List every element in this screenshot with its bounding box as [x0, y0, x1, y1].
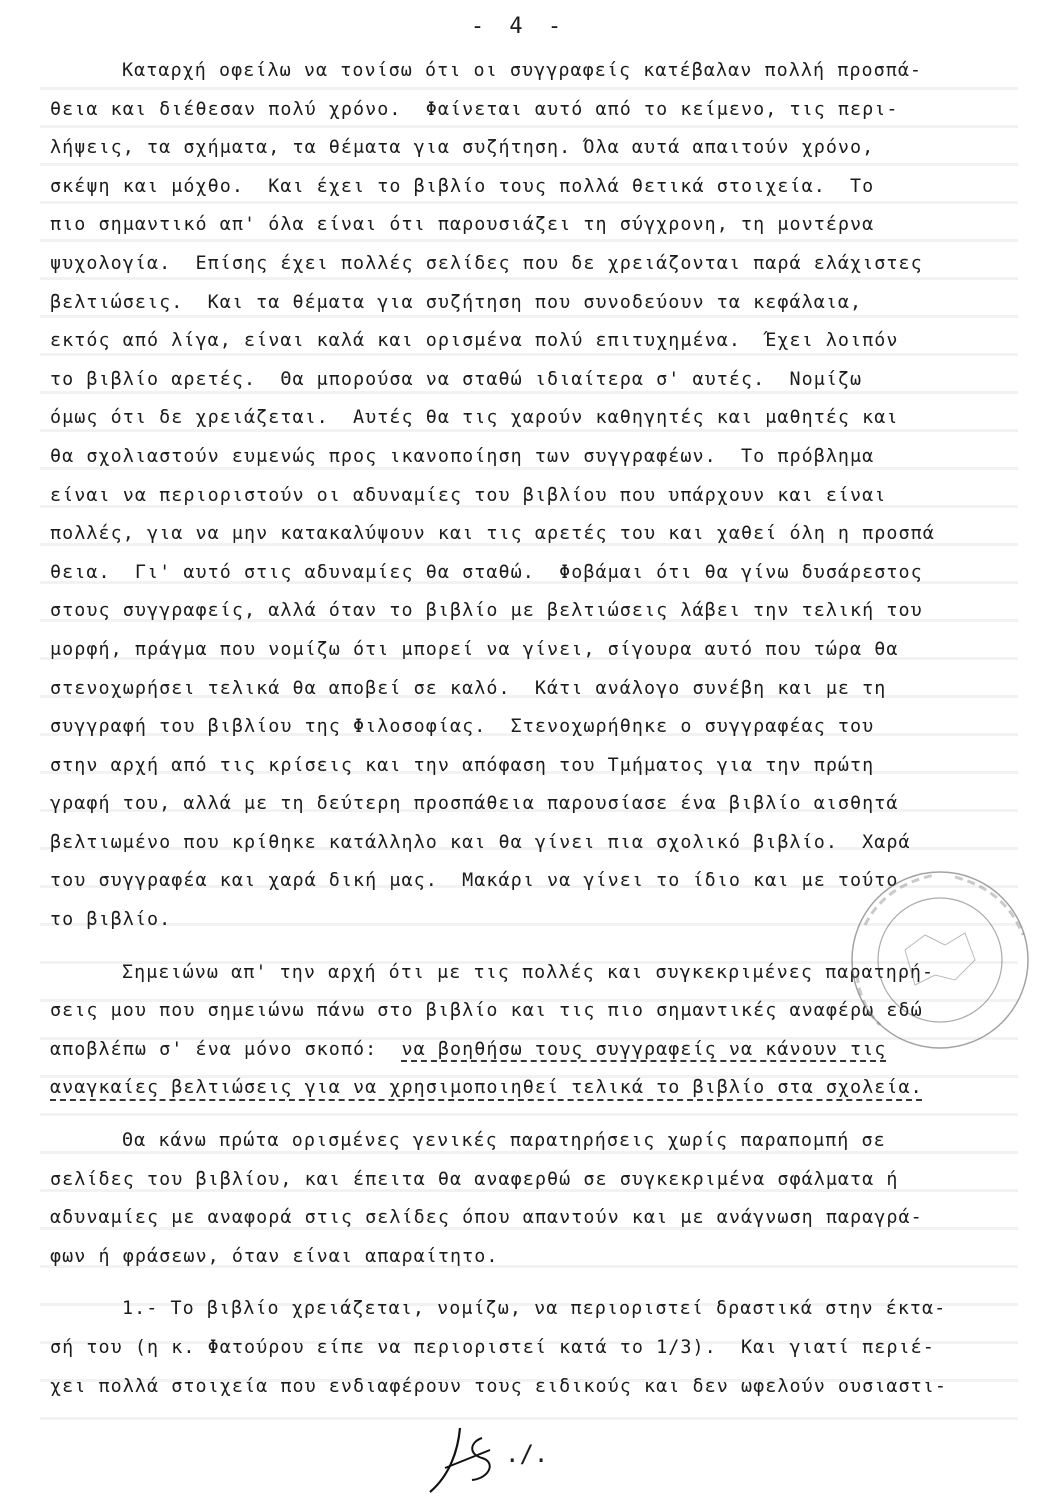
text-line: θεια και διέθεσαν πολύ χρόνο. Φαίνεται αυτό από το κείμενο, τις περι-	[50, 98, 899, 120]
text-line: βελτιώσεις. Και τα θέματα για συζήτηση που συνοδεύουν τα κεφάλαια,	[50, 291, 863, 313]
text-line: το βιβλίο.	[50, 909, 172, 931]
text-line: ψυχολογία. Επίσης έχει πολλές σελίδες που δε χρειάζονται παρά ελάχιστες	[50, 252, 923, 274]
text-line: Θα κάνω πρώτα ορισμένες γενικές παρατηρήσεις χωρίς παραπομπή σε	[122, 1130, 886, 1152]
stamp-seal	[845, 865, 1035, 1055]
paragraph-4	[50, 1290, 1038, 1406]
text-line: 1.- Το βιβλίο χρειάζεται, νομίζω, να περιοριστεί δραστικά στην έκτα-	[122, 1298, 947, 1320]
page-number: - 4 -	[470, 14, 568, 39]
text-line: στην αρχή από τις κρίσεις και την απόφαση του Τμήματος για την πρώτη	[50, 754, 875, 776]
text-line: το βιβλίο αρετές. Θα μπορούσα να σταθώ ιδιαίτερα σ' αυτές. Νομίζω	[50, 368, 863, 390]
text-line: θεια. Γι' αυτό στις αδυναμίες θα σταθώ. Φοβάμαι ότι θα γίνω δυσάρεστος	[50, 561, 923, 583]
text-line: Σημειώνω απ' την αρχή ότι με τις πολλές και συγκεκριμένες παρατηρή-	[122, 961, 935, 983]
body-text	[50, 52, 1038, 1406]
text-line: βελτιωμένο που κρίθηκε κατάλληλο και θα γίνει πια σχολικό βιβλίο. Χαρά	[50, 831, 911, 853]
text-line: χει πολλά στοιχεία που ενδιαφέρουν τους ειδικούς και δεν ωφελούν ουσιαστι-	[50, 1375, 948, 1397]
text-line: εκτός από λίγα, είναι καλά και ορισμένα πολύ επιτυχημένα. Έχει λοιπόν	[50, 330, 899, 352]
text-line: φων ή φράσεων, όταν είναι απαραίτητο.	[50, 1245, 499, 1267]
text-line: Καταρχή οφείλω να τονίσω ότι οι συγγραφείς κατέβαλαν πολλή προσπά-	[122, 60, 923, 81]
text-line: γραφή του, αλλά με τη δεύτερη προσπάθεια παρουσίασε ένα βιβλίο αισθητά	[50, 793, 899, 815]
text-line: σελίδες του βιβλίου, και έπειτα θα αναφερθώ σε συγκεκριμένα σφάλματα ή	[50, 1168, 899, 1190]
text-line: του συγγραφέα και χαρά δική μας. Μακάρι να γίνει το ίδιο και με τούτο	[50, 870, 899, 892]
text-line: θα σχολιαστούν ευμενώς προς ικανοποίηση των συγγραφέων. Το πρόβλημα	[50, 445, 875, 467]
paragraph-1	[50, 52, 1038, 940]
text-fragment: αποβλέπω σ' ένα μόνο σκοπό:	[50, 1038, 402, 1060]
text-line: συγγραφή του βιβλίου της Φιλοσοφίας. Στενοχωρήθηκε ο συγγραφέας του	[50, 716, 875, 738]
text-line: πιο σημαντικό απ' όλα είναι ότι παρουσιάζει τη σύγχρονη, τη μοντέρνα	[50, 214, 875, 236]
text-line: μορφή, πράγμα που νομίζω ότι μπορεί να γίνει, σίγουρα αυτό που τώρα θα	[50, 638, 899, 660]
signature-mark: ./.	[505, 1440, 549, 1468]
text-line: αδυναμίες με αναφορά στις σελίδες όπου απαντούν και με ανάγνωση παραγρά-	[50, 1207, 923, 1229]
text-line: όμως ότι δε χρειάζεται. Αυτές θα τις χαρούν καθηγητές και μαθητές και	[50, 407, 899, 429]
text-line: σκέψη και μόχθο. Και έχει το βιβλίο τους πολλά θετικά στοιχεία. Το	[50, 175, 875, 197]
text-line: σεις μου που σημειώνω πάνω στο βιβλίο και τις πιο σημαντικές αναφέρω εδώ	[50, 1000, 923, 1022]
text-line: σή του (η κ. Φατούρου είπε να περιοριστεί κατά το 1/3). Και γιατί περιέ-	[50, 1337, 935, 1358]
paragraph-3	[50, 1122, 1038, 1276]
underlined-text: αναγκαίες βελτιώσεις για να χρησιμοποιηθεί τελικά το βιβλίο στα σχολεία.	[50, 1077, 923, 1099]
underlined-text: να βοηθήσω τους συγγραφείς να κάνουν τις	[401, 1038, 887, 1060]
text-line: είναι να περιοριστούν οι αδυναμίες του βιβλίου που υπάρχουν και είναι	[50, 484, 887, 506]
text-line: στενοχωρήσει τελικά θα αποβεί σε καλό. Κάτι ανάλογο συνέβη και με τη	[50, 677, 887, 699]
text-line: πολλές, για να μην κατακαλύψουν και τις αρετές του και χαθεί όλη η προσπά	[50, 523, 935, 545]
text-line: λήψεις, τα σχήματα, τα θέματα για συζήτηση. Όλα αυτά απαιτούν χρόνο,	[50, 137, 875, 159]
text-line: στους συγγραφείς, αλλά όταν το βιβλίο με βελτιώσεις λάβει την τελική του	[50, 600, 923, 622]
